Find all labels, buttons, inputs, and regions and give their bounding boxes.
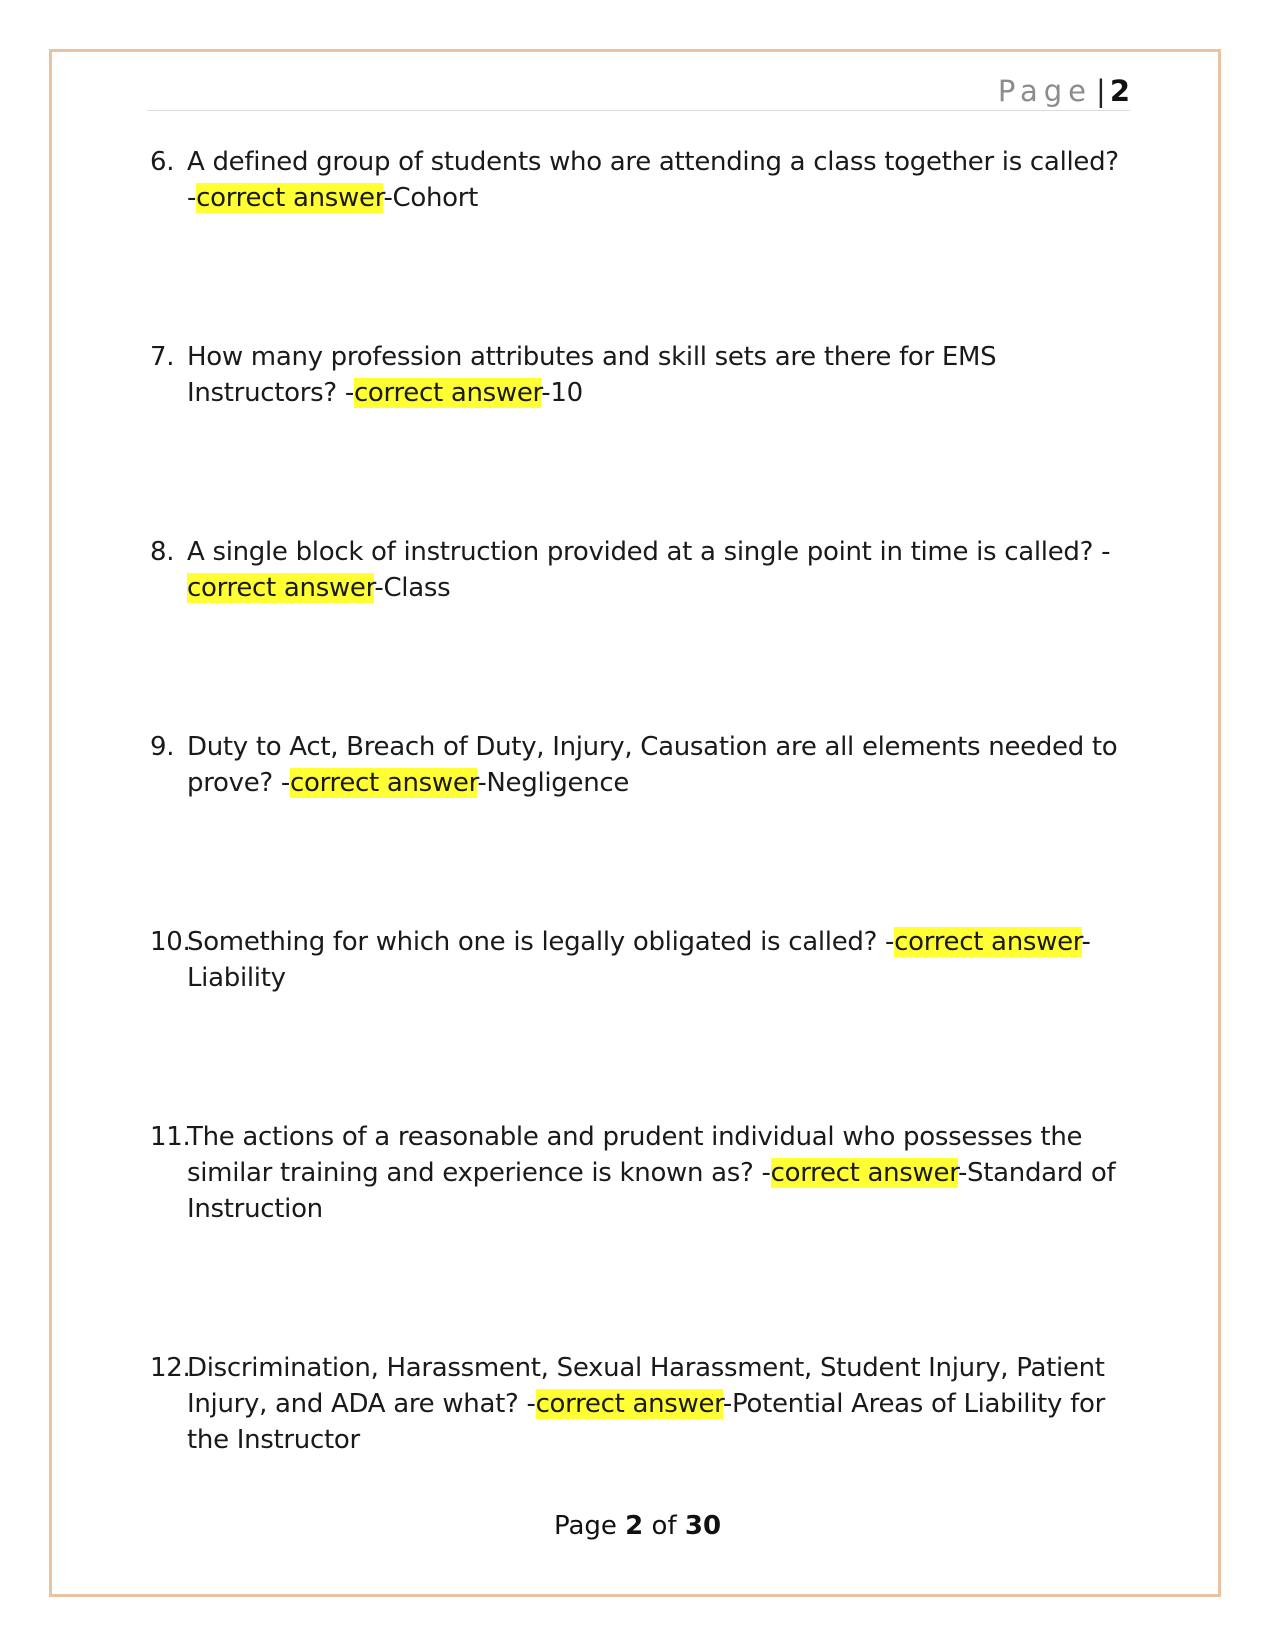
answer-text: -Cohort [383, 183, 479, 213]
question-number: 12. [150, 1353, 191, 1383]
answer-text: -Standard of Instruction [187, 1158, 1116, 1224]
header-separator: | [1096, 74, 1106, 108]
answer-label-highlight: correct answer [289, 768, 478, 798]
question-body [150, 534, 1125, 606]
answer-text: -Class [374, 573, 451, 603]
question-text: How many profession attributes and skill sets are there for EMS Instructors? - [187, 342, 997, 408]
question-text: Discrimination, Harassment, Sexual Harassment, Student Injury, Patient Injury, and ADA are what? - [187, 1353, 1105, 1419]
page-footer [0, 1508, 1275, 1544]
question-number: 6. [150, 147, 175, 177]
question-body [150, 924, 1125, 996]
question-text: The actions of a reasonable and prudent individual who possesses the similar training and experience is known as? - [187, 1122, 1083, 1188]
question-text: Duty to Act, Breach of Duty, Injury, Causation are all elements needed to prove? - [187, 732, 1118, 798]
question-text: A single block of instruction provided at a single point in time is called? - [187, 537, 1111, 567]
question-item [150, 729, 1125, 801]
answer-label-highlight: correct answer [187, 573, 375, 603]
answer-text: -Liability [187, 927, 1091, 993]
page-header [147, 72, 1130, 111]
question-item [150, 1119, 1125, 1227]
question-item [150, 144, 1125, 216]
footer-page-word: Page [553, 1511, 617, 1541]
answer-label-highlight: correct answer [894, 927, 1082, 957]
question-number: 7. [150, 342, 175, 372]
question-item [150, 1350, 1125, 1458]
question-number: 8. [150, 537, 175, 567]
header-page-number: 2 [1109, 74, 1130, 108]
answer-text: -10 [541, 378, 583, 408]
header-page-word: Page [997, 74, 1093, 108]
answer-label-highlight: correct answer [353, 378, 542, 408]
question-body [150, 729, 1125, 801]
answer-text: -Negligence [477, 768, 630, 798]
footer-total-pages: 30 [684, 1511, 722, 1541]
question-number: 10. [150, 927, 191, 957]
question-body [150, 144, 1125, 216]
question-body [150, 339, 1125, 411]
footer-of-word: of [651, 1511, 677, 1541]
question-number: 11. [150, 1122, 191, 1152]
question-text: A defined group of students who are attending a class together is called? - [187, 147, 1119, 213]
question-number: 9. [150, 732, 175, 762]
footer-current-page: 2 [625, 1511, 644, 1541]
question-text: Something for which one is legally obligated is called? - [187, 927, 895, 957]
question-item [150, 924, 1125, 996]
answer-label-highlight: correct answer [535, 1389, 723, 1419]
question-item [150, 534, 1125, 606]
answer-label-highlight: correct answer [196, 183, 384, 213]
question-item [150, 339, 1125, 411]
question-body [150, 1350, 1125, 1458]
answer-text: -Potential Areas of Liability for the Instructor [187, 1389, 1105, 1455]
question-body [150, 1119, 1125, 1227]
answer-label-highlight: correct answer [770, 1158, 958, 1188]
header-page-label [998, 72, 1130, 110]
